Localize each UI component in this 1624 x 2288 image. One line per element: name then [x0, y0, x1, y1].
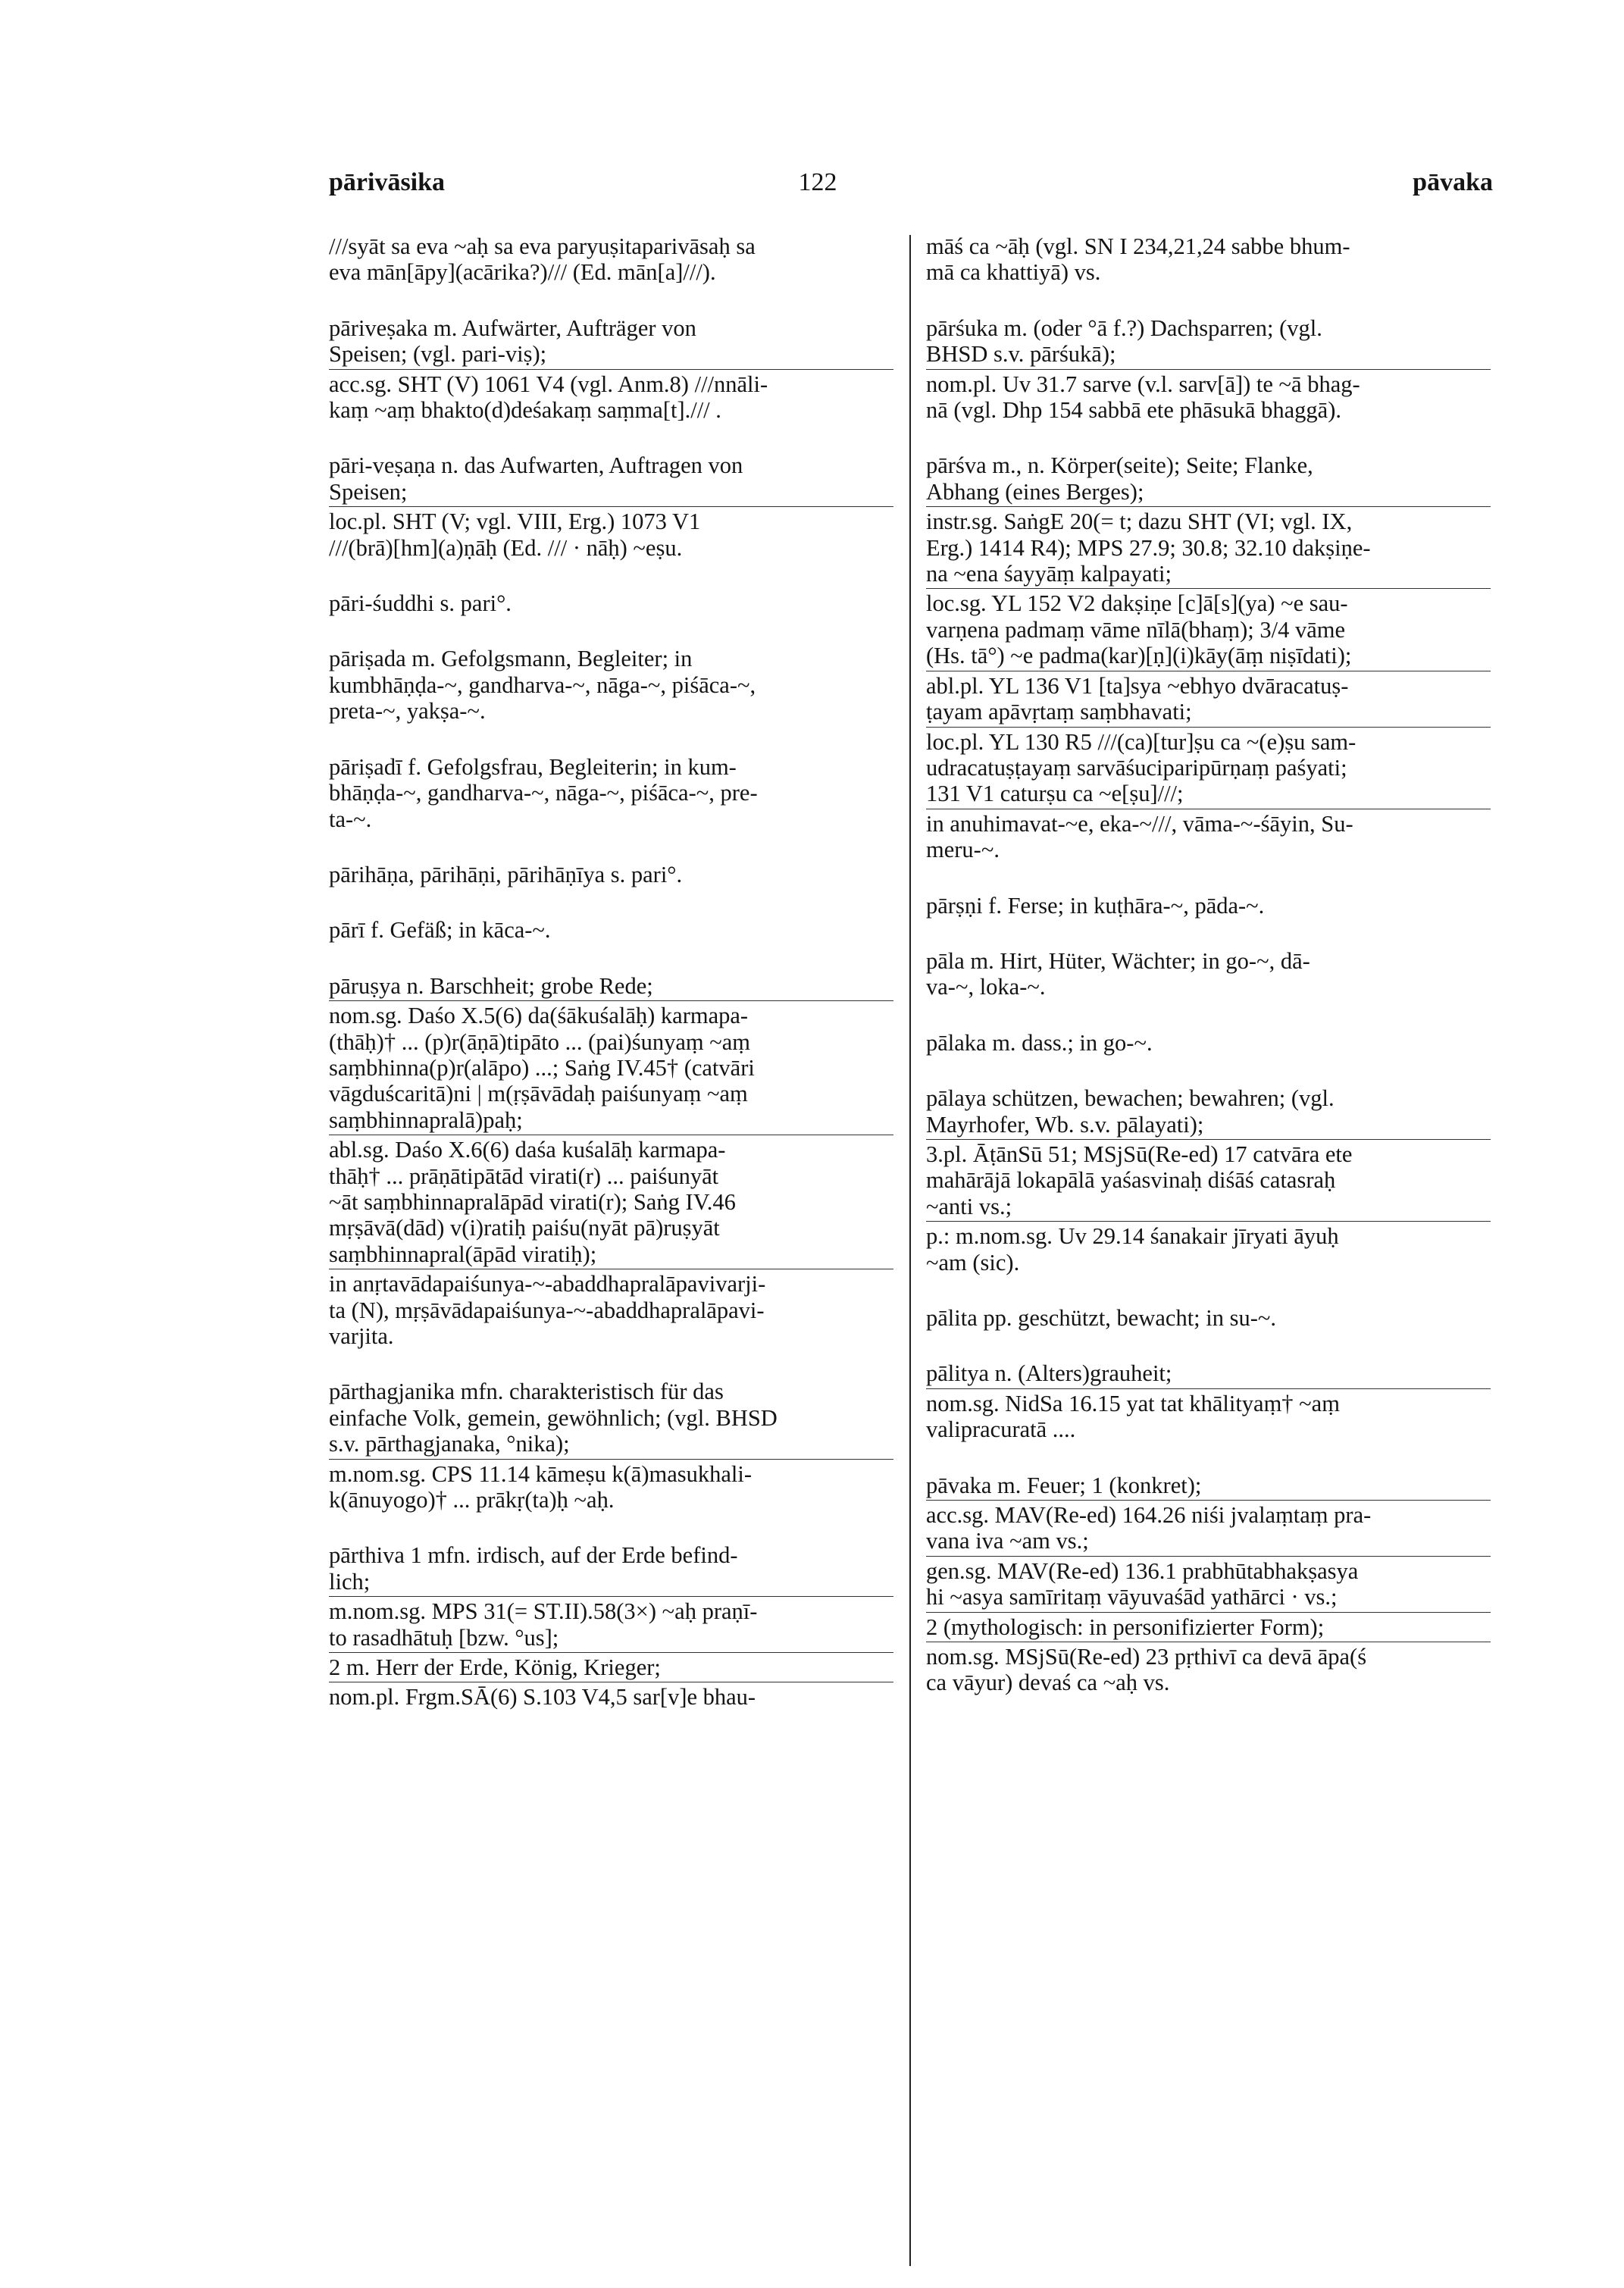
entry-line: pālaka m. dass.; in go-~. — [926, 1029, 1153, 1056]
entry-definition — [926, 1473, 1491, 1498]
dictionary-entry-parsuka — [926, 315, 1491, 424]
entry-line: va-~, loka-~. — [926, 974, 1046, 1000]
dictionary-entry-palaya — [926, 1085, 1491, 1275]
dictionary-entry-parthiva-cont — [926, 233, 1491, 286]
entry-line: ~anti vs.; — [926, 1193, 1012, 1219]
entry-line: vana iva ~am vs.; — [926, 1528, 1089, 1554]
page-number: 122 — [798, 168, 837, 196]
entry-definition — [329, 590, 893, 616]
entry-definition — [926, 233, 1491, 286]
entry-line: ///(brā)[hm](a)ṇāḥ (Ed. /// · nāḥ) ~eṣu. — [329, 534, 683, 561]
entry-line: Speisen; (vgl. pari-viṣ); — [329, 341, 547, 368]
entry-line: 2 (mythologisch: in personifizierter Form); — [926, 1613, 1325, 1640]
entry-line: udracatuṣṭayaṃ sarvāśuciparipūrṇaṃ paśyati; — [926, 754, 1347, 781]
entry-definition — [926, 1085, 1491, 1138]
left-guide-word: pārivāsika — [329, 168, 446, 196]
entry-line: varjita. — [329, 1323, 394, 1349]
entry-line: saṃbhinnapralā)paḥ; — [329, 1106, 523, 1133]
page-header — [0, 168, 1624, 206]
entry-subsection — [926, 727, 1491, 807]
entry-definition — [926, 1305, 1491, 1331]
entry-line: (Hs. tā°) ~e padma(kar)[ṇ](i)kāy(āṃ niṣīdati); — [926, 643, 1352, 669]
entry-line: saṃbhinna(p)r(alāpo) ...; Saṅg IV.45† (catvāri — [329, 1054, 755, 1081]
column-divider — [909, 235, 911, 2266]
entry-line: instr.sg. SaṅgE 20(= t; dazu SHT (VI; vgl. IX, — [926, 509, 1353, 535]
dictionary-entry-parthagjanika — [329, 1379, 893, 1513]
dictionary-entry-palaka — [926, 1030, 1491, 1056]
entry-line: mṛṣāvā(dād) v(i)ratiḥ paiśu(nyāt pā)ruṣyāt — [329, 1215, 720, 1241]
entry-definition — [926, 1360, 1491, 1386]
entry-line: kumbhāṇḍa-~, gandharva-~, nāga-~, piśāca-~, — [329, 671, 756, 698]
entry-subsection — [329, 1000, 893, 1133]
entry-line: ~āt saṃbhinnapralāpād virati(r); Saṅg IV.46 — [329, 1188, 736, 1215]
entry-subsection — [329, 1596, 893, 1651]
entry-line: meru-~. — [926, 837, 1000, 863]
entry-line: m.nom.sg. MPS 31(= ST.II).58(3×) ~aḥ praṇī- — [329, 1598, 758, 1625]
entry-definition — [926, 315, 1491, 368]
entry-definition — [926, 452, 1491, 505]
dictionary-entry-parisadi — [329, 754, 893, 832]
entry-line: pālita pp. geschützt, bewacht; in su-~. — [926, 1305, 1277, 1331]
entry-line: varṇena padmaṃ vāme nīlā(bhaṃ); 3/4 vāme — [926, 616, 1346, 643]
entry-line: pālaya schützen, bewachen; bewahren; (vgl. — [926, 1085, 1335, 1112]
dictionary-entry-parthiva — [329, 1542, 893, 1710]
entry-line: Mayrhofer, Wb. s.v. pālayati); — [926, 1111, 1204, 1138]
entry-line: in anṛtavādapaiśunya-~-abaddhapralāpavivarji- — [329, 1271, 766, 1297]
dictionary-entry-pari — [329, 917, 893, 943]
dictionary-entry-parsni — [926, 893, 1491, 919]
entry-line: Erg.) 1414 R4); MPS 27.9; 30.8; 32.10 dakṣiṇe- — [926, 534, 1371, 561]
entry-subsection — [926, 1642, 1491, 1696]
entry-line: BHSD s.v. pārśukā); — [926, 341, 1116, 368]
entry-subsection — [926, 369, 1491, 424]
right-guide-word: pāvaka — [1413, 168, 1493, 196]
entry-definition — [329, 754, 893, 832]
entry-line: pārihāṇa, pārihāṇi, pārihāṇīya s. pari°. — [329, 861, 683, 887]
entry-line: (thāḥ)† ... (p)r(āṇā)tipāto ... (pai)śunyaṃ ~aṃ — [329, 1028, 750, 1055]
entry-line: mā ca khattiyā) vs. — [926, 259, 1101, 286]
entry-subsection — [926, 1500, 1491, 1554]
entry-line: 3.pl. ĀṭānSū 51; MSjSū(Re-ed) 17 catvāra ete — [926, 1141, 1353, 1167]
entry-line: pārthiva 1 mfn. irdisch, auf der Erde befind- — [329, 1542, 738, 1569]
entry-definition — [329, 917, 893, 943]
entry-line: pāvaka m. Feuer; 1 (konkret); — [926, 1472, 1202, 1498]
entry-line: loc.pl. SHT (V; vgl. VIII, Erg.) 1073 V1 — [329, 509, 701, 535]
entry-definition — [926, 1030, 1491, 1056]
entry-definition — [329, 646, 893, 724]
entry-subsection — [329, 506, 893, 561]
dictionary-entry-parivesaka — [329, 315, 893, 424]
dictionary-entry-parihana — [329, 862, 893, 887]
dictionary-entry-pala — [926, 948, 1491, 1000]
dictionary-entry-pari-vesana — [329, 452, 893, 561]
entry-line: pāri-śuddhi s. pari°. — [329, 590, 512, 617]
entry-line: loc.pl. YL 130 R5 ///(ca)[tur]ṣu ca ~(e)ṣu sam- — [926, 728, 1356, 755]
entry-line: pārthagjanika mfn. charakteristisch für das — [329, 1379, 724, 1405]
entry-line: pāruṣya n. Barschheit; grobe Rede; — [329, 972, 653, 999]
entry-definition — [329, 862, 893, 887]
entry-line: to rasadhātuḥ [bzw. °us]; — [329, 1624, 559, 1651]
entry-line: thāḥ† ... prāṇātipātād virati(r) ... paiśunyāt — [329, 1163, 719, 1189]
entry-line: nom.sg. Daśo X.5(6) da(śākuśalāḥ) karmapa- — [329, 1003, 749, 1029]
dictionary-entry-parsva — [926, 452, 1491, 862]
entry-subsection — [926, 671, 1491, 725]
entry-line: pārśuka m. (oder °ā f.?) Dachsparren; (vgl. — [926, 315, 1322, 341]
entry-line: nom.sg. MSjSū(Re-ed) 23 pṛthivī ca devā āpa(ś — [926, 1644, 1367, 1670]
entry-subsection — [329, 1269, 893, 1349]
entry-line: acc.sg. MAV(Re-ed) 164.26 niśi jvalaṃtaṃ pra- — [926, 1502, 1372, 1529]
entry-line: pārśva m., n. Körper(seite); Seite; Flanke, — [926, 452, 1313, 479]
entry-definition — [329, 233, 893, 286]
dictionary-entry-parivasika-cont — [329, 233, 893, 286]
entry-line: pāriṣada m. Gefolgsmann, Begleiter; in — [329, 646, 693, 672]
left-column — [329, 233, 893, 1740]
entry-line: pārṣṇi f. Ferse; in kuṭhāra-~, pāda-~. — [926, 892, 1265, 919]
entry-subsection — [926, 1388, 1491, 1443]
entry-line: m.nom.sg. CPS 11.14 kāmeṣu k(ā)masukhali- — [329, 1460, 752, 1487]
entry-definition — [926, 948, 1491, 1000]
entry-line: ca vāyur) devaś ca ~aḥ vs. — [926, 1670, 1170, 1696]
entry-subsection — [926, 1556, 1491, 1610]
entry-subsection — [926, 1221, 1491, 1275]
entry-line: saṃbhinnapral(āpād viratiḥ); — [329, 1241, 597, 1267]
entry-line: loc.sg. YL 152 V2 dakṣiṇe [c]ā[s](ya) ~e sau- — [926, 590, 1348, 617]
entry-line: vāgduścaritā)ni | m(ṛṣāvādaḥ paiśunyaṃ ~aṃ — [329, 1081, 748, 1107]
entry-line: acc.sg. SHT (V) 1061 V4 (vgl. Anm.8) ///nnāli- — [329, 371, 768, 397]
entry-subsection — [329, 369, 893, 424]
entry-line: bhāṇḍa-~, gandharva-~, nāga-~, piśāca-~, pre- — [329, 780, 758, 806]
entry-line: pāri-veṣaṇa n. das Aufwarten, Auftragen von — [329, 452, 743, 479]
entry-line: Speisen; — [329, 478, 408, 505]
entry-line: k(ānuyogo)† ... prākṛ(ta)ḥ ~aḥ. — [329, 1487, 615, 1513]
entry-definition — [329, 315, 893, 368]
entry-line: abl.sg. Daśo X.6(6) daśa kuśalāḥ karmapa- — [329, 1137, 726, 1163]
entry-subsection — [329, 1135, 893, 1267]
entry-line: ta (N), mṛṣāvādapaiśunya-~-abaddhapralāpavi- — [329, 1297, 765, 1323]
entry-line: p.: m.nom.sg. Uv 29.14 śanakair jīryati āyuḥ — [926, 1223, 1339, 1250]
entry-line: māś ca ~āḥ (vgl. SN I 234,21,24 sabbe bhum- — [926, 233, 1350, 259]
entry-subsection — [329, 1682, 893, 1710]
dictionary-entry-palitya — [926, 1360, 1491, 1442]
entry-line: einfache Volk, gemein, gewöhnlich; (vgl. BHSD — [329, 1404, 778, 1431]
entry-line: preta-~, yakṣa-~. — [329, 698, 486, 725]
entry-line: pālitya n. (Alters)grauheit; — [926, 1360, 1172, 1387]
dictionary-entry-pari-suddhi — [329, 590, 893, 616]
entry-line: in anuhimavat-~e, eka-~///, vāma-~-śāyin, Su- — [926, 810, 1353, 837]
entry-line: nom.sg. NidSa 16.15 yat tat khālityaṃ† ~aṃ — [926, 1390, 1340, 1416]
entry-line: nā (vgl. Dhp 154 sabbā ete phāsukā bhaggā). — [926, 397, 1341, 424]
entry-definition — [926, 893, 1491, 919]
entry-line: ~am (sic). — [926, 1249, 1020, 1275]
entry-line: ///syāt sa eva ~aḥ sa eva paryuṣitaparivāsaḥ sa — [329, 233, 756, 259]
right-column — [926, 233, 1491, 1726]
entry-line: nom.pl. Frgm.SĀ(6) S.103 V4,5 sar[v]e bhau- — [329, 1684, 756, 1711]
entry-line: pārī f. Gefäß; in kāca-~. — [329, 917, 551, 944]
entry-line: abl.pl. YL 136 V1 [ta]sya ~ebhyo dvāracatuṣ- — [926, 672, 1349, 699]
entry-line: s.v. pārthagjanaka, °nika); — [329, 1431, 570, 1457]
entry-subsection — [926, 588, 1491, 668]
entry-line: pāla m. Hirt, Hüter, Wächter; in go-~, dā- — [926, 947, 1310, 974]
entry-line: lich; — [329, 1568, 371, 1595]
entry-line: gen.sg. MAV(Re-ed) 136.1 prabhūtabhakṣasya — [926, 1557, 1359, 1584]
entry-definition — [329, 452, 893, 505]
entry-subsection — [926, 809, 1491, 863]
entry-line: ṭayam apāvṛtaṃ saṃbhavati; — [926, 699, 1192, 725]
entry-line: ta-~. — [329, 806, 372, 832]
entry-line: Abhang (eines Berges); — [926, 478, 1144, 505]
entry-subsection — [329, 1652, 893, 1680]
entry-subsection — [926, 1612, 1491, 1640]
entry-definition — [329, 973, 893, 999]
entry-line: na ~ena śayyāṃ kalpayati; — [926, 561, 1172, 587]
entry-line: pāriṣadī f. Gefolgsfrau, Begleiterin; in kum- — [329, 753, 737, 780]
entry-subsection — [926, 1139, 1491, 1219]
entry-definition — [329, 1379, 893, 1457]
dictionary-entry-pavaka — [926, 1473, 1491, 1696]
dictionary-entry-parusya — [329, 973, 893, 1350]
entry-line: 131 V1 caturṣu ca ~e[ṣu]///; — [926, 781, 1184, 807]
entry-line: 2 m. Herr der Erde, König, Krieger; — [329, 1654, 661, 1681]
entry-line: eva mān[āpy](acārika?)/// (Ed. mān[a]///). — [329, 259, 716, 286]
entry-line: hi ~asya samīritaṃ vāyuvaśād yathārci · vs.; — [926, 1584, 1338, 1610]
entry-subsection — [329, 1459, 893, 1513]
entry-line: mahārājā lokapālā yaśasvinaḥ diśāś catasraḥ — [926, 1167, 1336, 1194]
dictionary-entry-parisada — [329, 646, 893, 724]
dictionary-entry-palita — [926, 1305, 1491, 1331]
entry-line: kaṃ ~aṃ bhakto(d)deśakaṃ saṃma[t]./// . — [329, 397, 721, 424]
entry-line: nom.pl. Uv 31.7 sarve (v.l. sarv[ā]) te ~ā bhag- — [926, 371, 1360, 397]
entry-subsection — [926, 506, 1491, 587]
entry-definition — [329, 1542, 893, 1595]
entry-line: valipracuratā .... — [926, 1416, 1076, 1443]
entry-line: pāriveṣaka m. Aufwärter, Aufträger von — [329, 315, 696, 341]
